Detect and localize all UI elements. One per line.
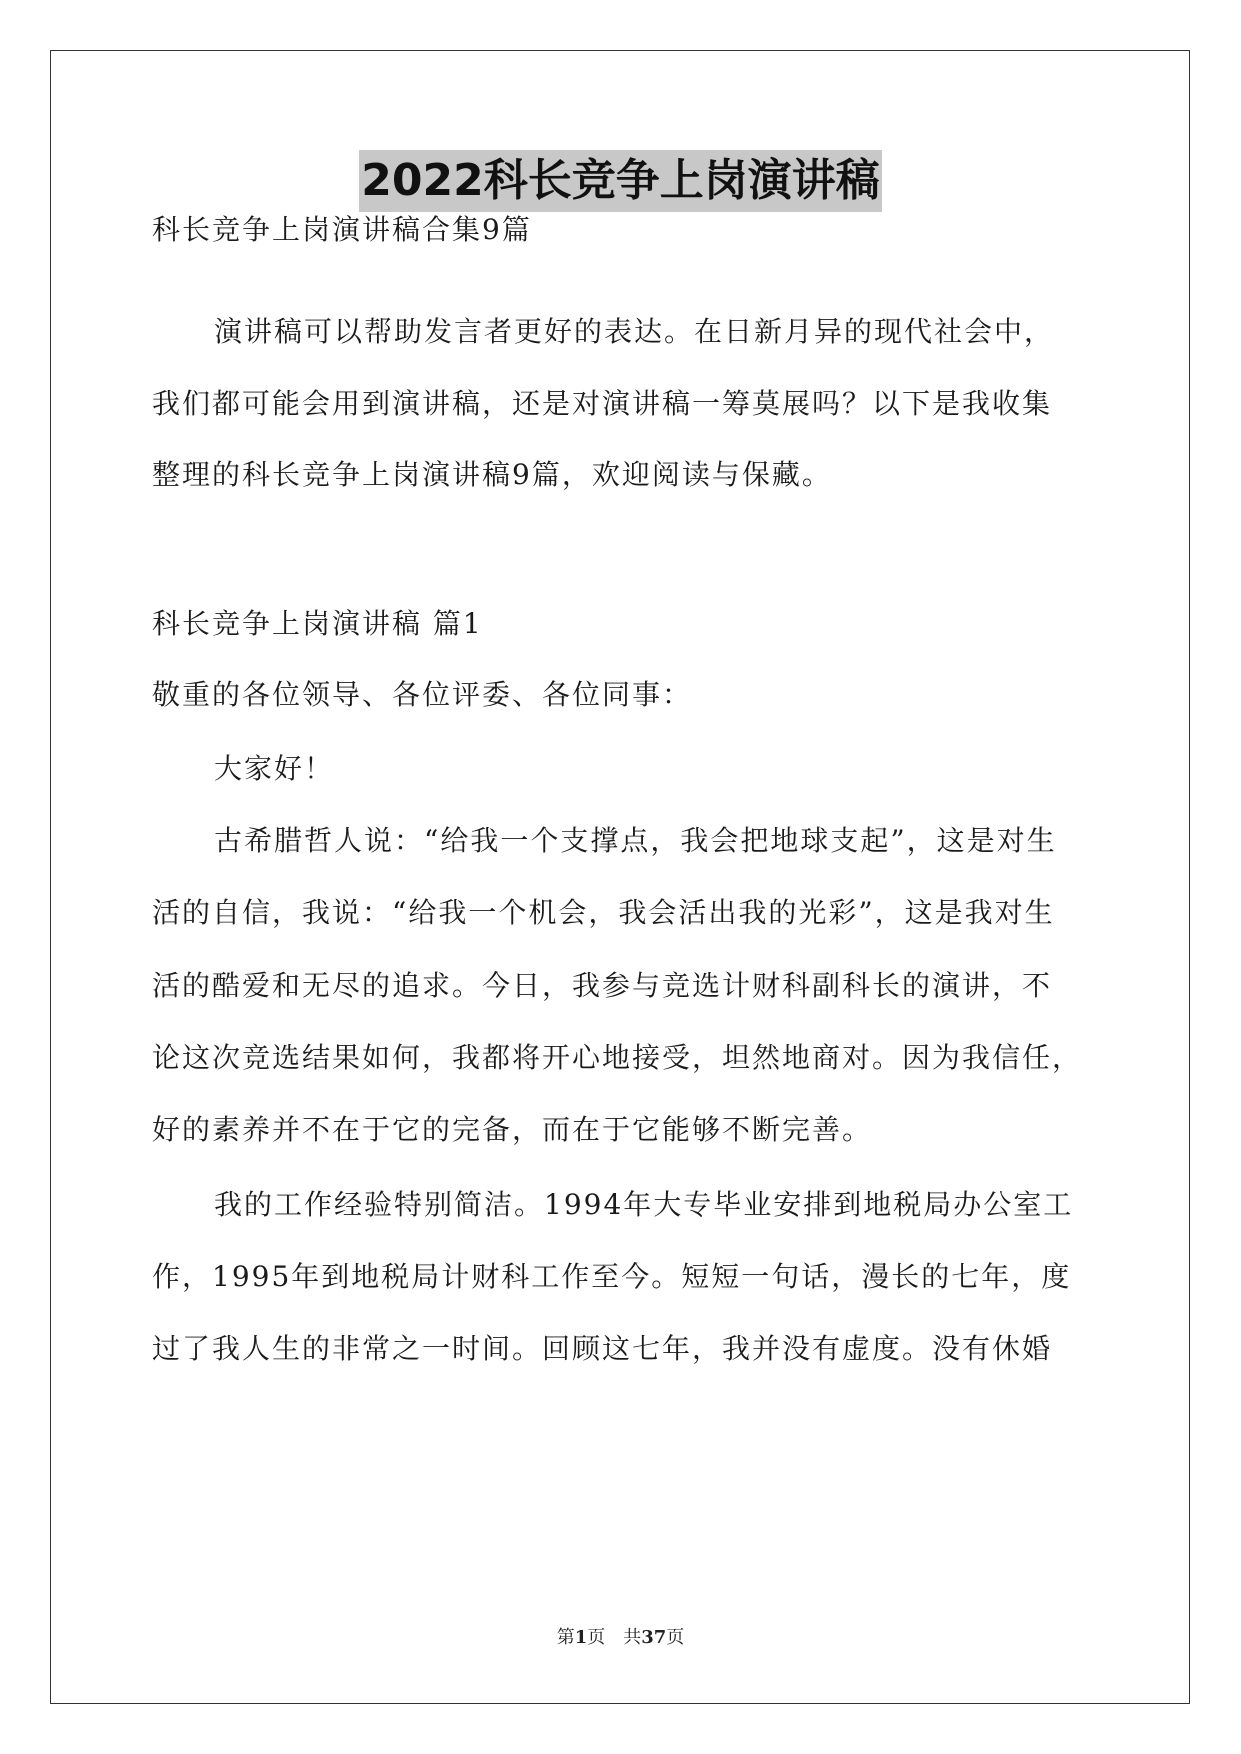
section-heading: 科长竞争上岗演讲稿 篇1: [152, 607, 483, 640]
paragraph-line: 古希腊哲人说：“给我一个支撑点，我会把地球支起”，这是对生: [214, 824, 1057, 857]
footer-suffix: 页: [666, 1627, 685, 1648]
paragraph-line: 作，1995年到地税局计财科工作至今。短短一句话，漫长的七年，度: [152, 1260, 1072, 1293]
salutation-line: 敬重的各位领导、各位评委、各位同事：: [152, 678, 693, 711]
greeting-line: 大家好！: [214, 752, 335, 785]
paragraph-line: 活的自信，我说：“给我一个机会，我会活出我的光彩”，这是我对生: [152, 896, 1055, 929]
footer-prefix: 第: [556, 1627, 575, 1648]
paragraph-line: 我的工作经验特别简洁。1994年大专毕业安排到地税局办公室工: [214, 1188, 1074, 1221]
footer-page-number: 1: [574, 1627, 588, 1648]
paragraph-line: 过了我人生的非常之一时间。回顾这七年，我并没有虚度。没有休婚: [152, 1332, 1053, 1365]
subtitle-line: 科长竞争上岗演讲稿合集9篇: [152, 213, 532, 246]
footer-total-pages: 37: [641, 1627, 667, 1648]
paragraph-line: 整理的科长竞争上岗演讲稿9篇，欢迎阅读与保藏。: [152, 458, 832, 491]
paragraph-line: 论这次竞选结果如何，我都将开心地接受，坦然地商对。因为我信任，: [152, 1041, 1083, 1074]
footer-mid: 页 共: [587, 1627, 642, 1648]
page-frame: [50, 50, 1190, 1704]
title-container: [0, 150, 1241, 212]
document-title: 2022科长竞争上岗演讲稿: [359, 150, 881, 212]
paragraph-line: 演讲稿可以帮助发言者更好的表达。在日新月异的现代社会中，: [214, 315, 1055, 348]
paragraph-line: 活的酷爱和无尽的追求。今日，我参与竞选计财科副科长的演讲，不: [152, 969, 1053, 1002]
paragraph-line: 好的素养并不在于它的完备，而在于它能够不断完善。: [152, 1113, 873, 1146]
page-footer: [0, 1626, 1241, 1650]
paragraph-line: 我们都可能会用到演讲稿，还是对演讲稿一筹莫展吗？以下是我收集: [152, 387, 1053, 420]
